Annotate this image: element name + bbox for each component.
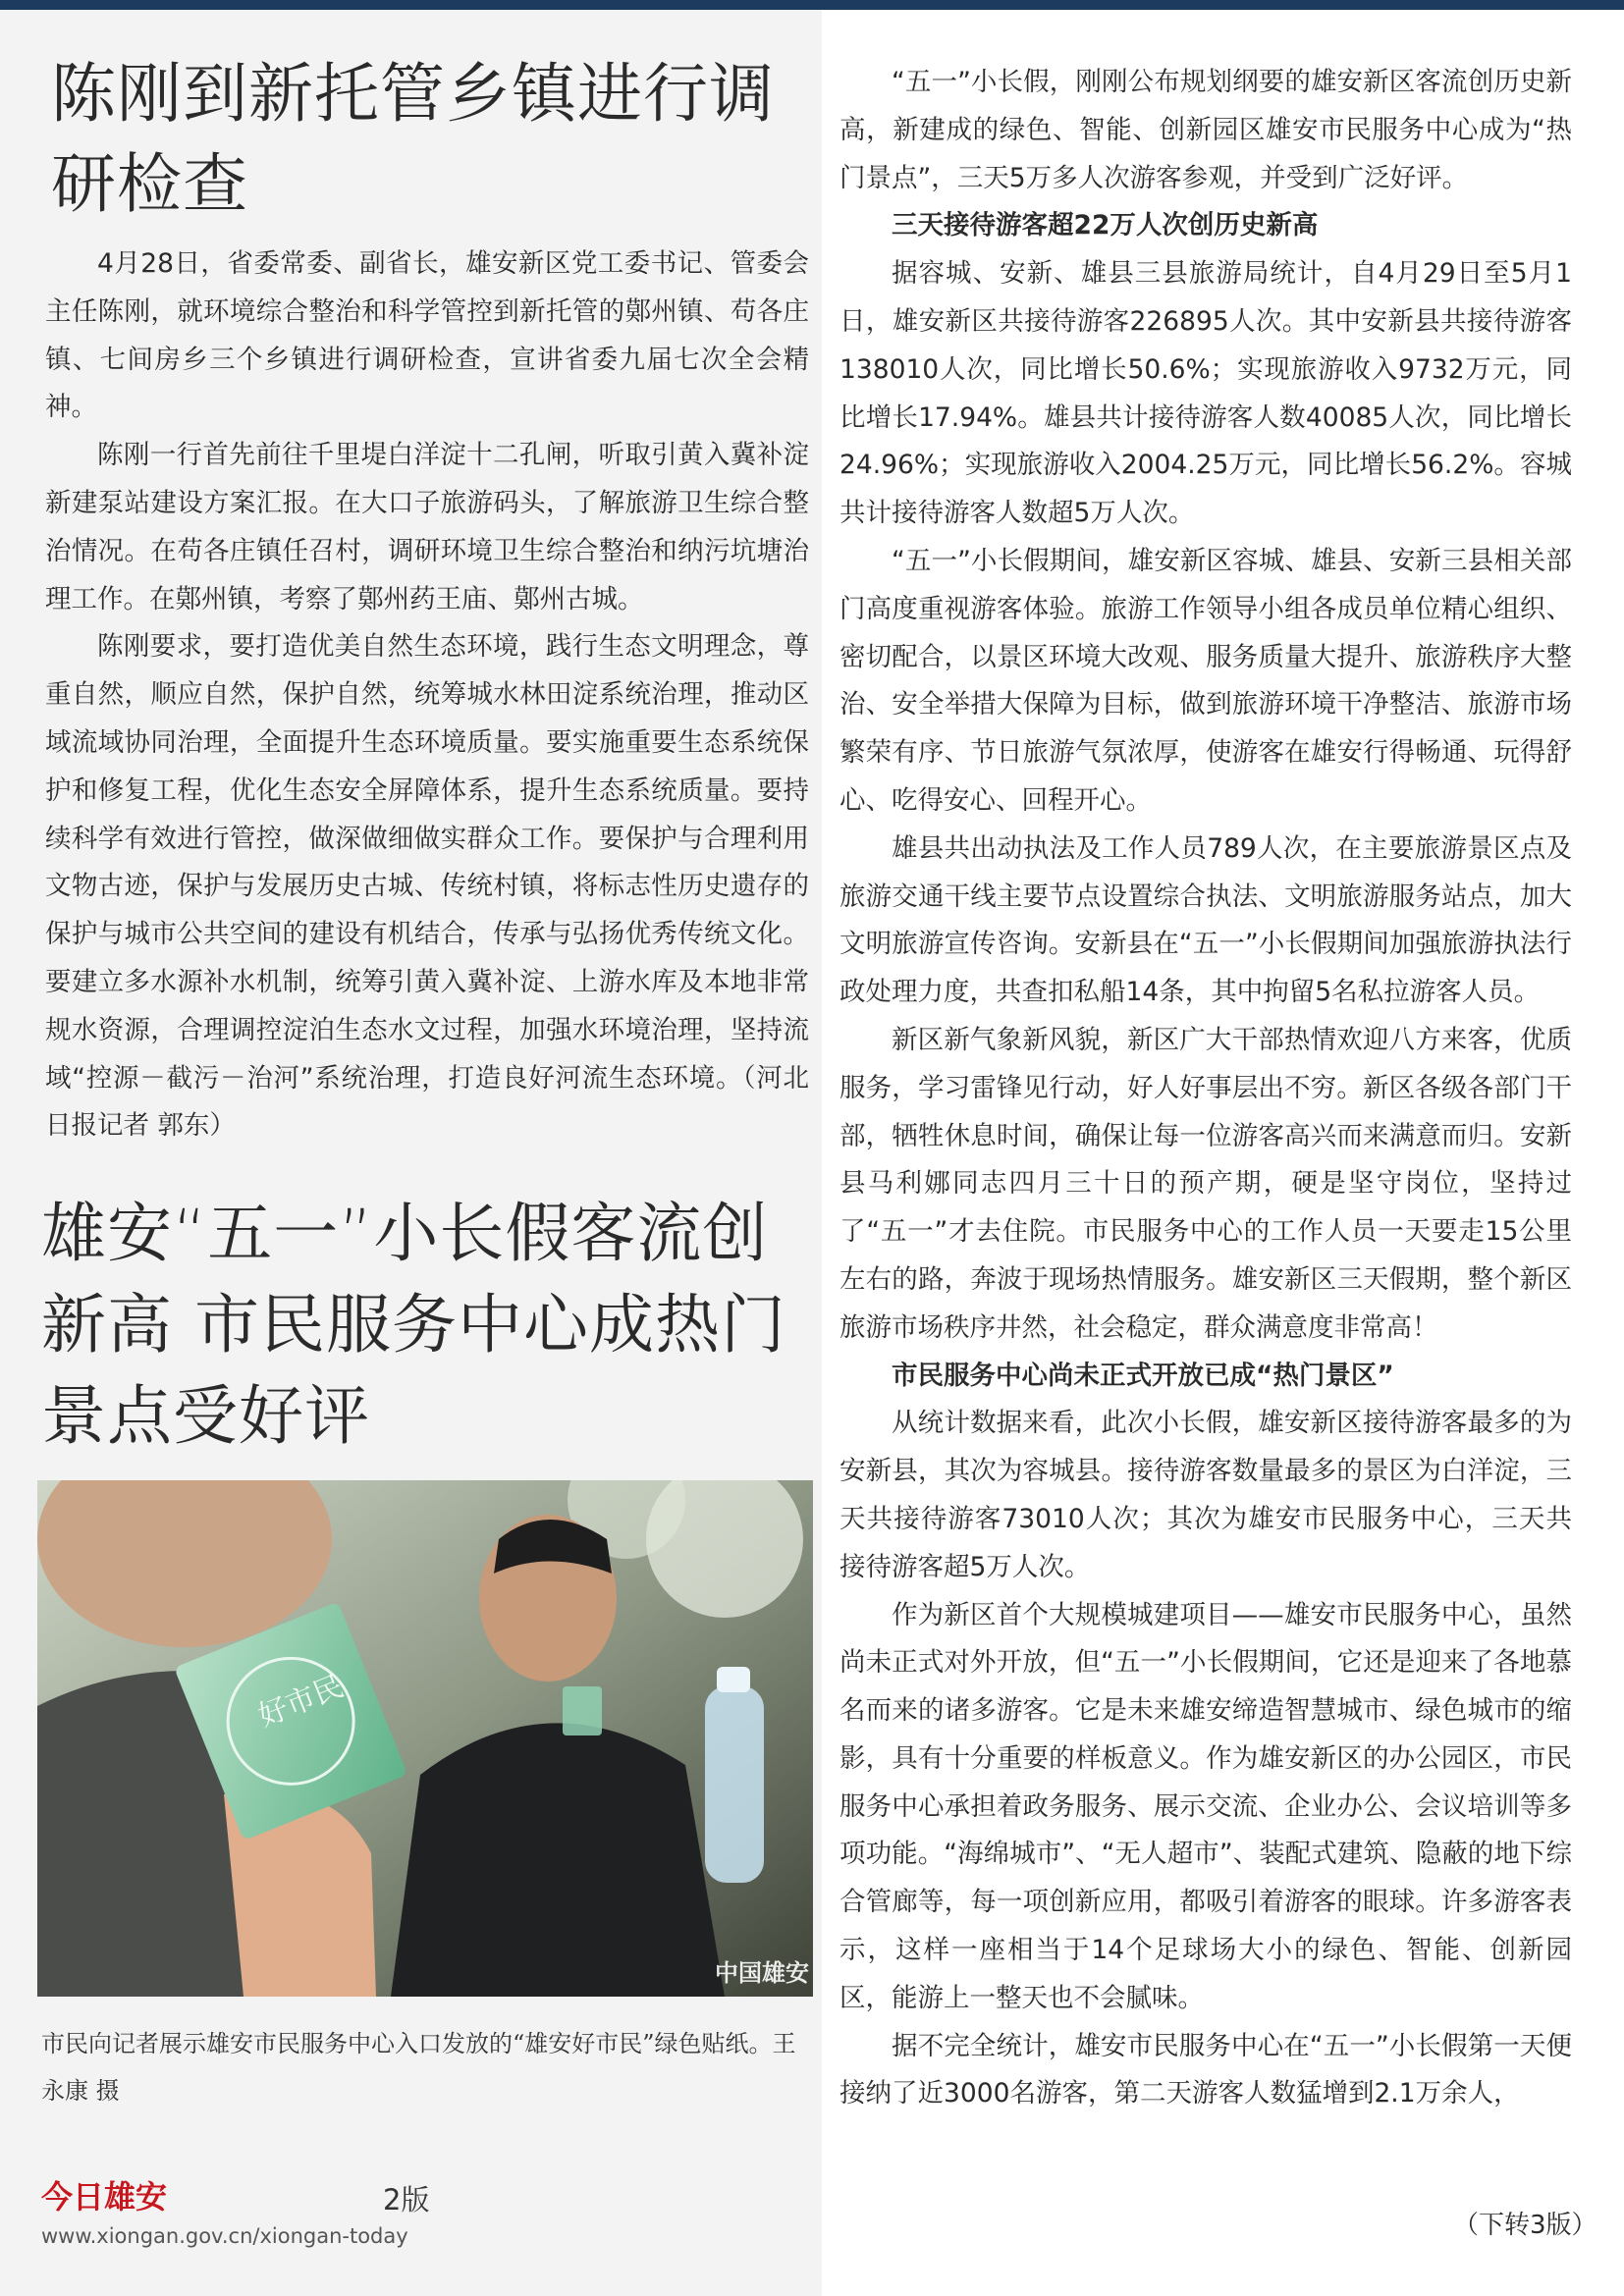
article1-paragraph: 4月28日，省委常委、副省长，雄安新区党工委书记、管委会主任陈刚，就环境综合整治和科学管控到新托管的鄚州镇、苟各庄镇、七间房乡三个乡镇进行调研检查，宣讲省委九届七次全会精神。: [45, 248, 809, 423]
news-photo: [37, 1480, 813, 1997]
footer-url[interactable]: www.xiongan.gov.cn/xiongan-today: [41, 2224, 408, 2248]
article1-paragraph: 陈刚要求，要打造优美自然生态环境，践行生态文明理念，尊重自然，顺应自然，保护自然，统筹城水林田淀系统治理，推动区域流域协同治理，全面提升生态环境质量。要实施重要生态系统保护和修复工程，优化生态安全屏障体系，提升生态系统质量。要持续科学有效进行管控，做深做细做实群众工作。要保护与合理利用文物古迹，保护与发展历史古城、传统村镇，将标志性历史遗存的保护与城市公共空间的建设有机结合，传承与弘扬优秀传统文化。要建立多水源补水机制，统筹引黄入冀补淀、上游水库及本地非常规水资源，合理调控淀泊生态水文过程，加强水环境治理，坚持流域“控源－截污－治河”系统治理，打造良好河流生态环境。（河北日报记者 郭东）: [45, 631, 809, 1142]
sticker-text: 好市民: [253, 1669, 349, 1735]
photo-watermark: 中国雄安: [715, 1958, 809, 1987]
top-bar: [0, 0, 1624, 10]
article2-subhead: 市民服务中心尚未正式开放已成“热门景区”: [892, 1360, 1394, 1391]
continued-notice: （下转3版）: [1453, 2211, 1597, 2240]
article1-title: 陈刚到新托管乡镇进行调研检查: [51, 56, 775, 222]
article2-paragraph: 从统计数据来看，此次小长假，雄安新区接待游客最多的为安新县，其次为容城县。接待游客数量最多的景区为白洋淀，三天共接待游客73010人次；其次为雄安市民服务中心，三天共接待游客超5万人次。: [839, 1408, 1572, 1582]
article2-paragraph: 雄县共出动执法及工作人员789人次，在主要旅游景区点及旅游交通干线主要节点设置综合执法、文明旅游服务站点，加大文明旅游宣传咨询。安新县在“五一”小长假期间加强旅游执法行政处理力度，共查扣私船14条，其中拘留5名私拉游客人员。: [839, 832, 1572, 1008]
article1-body: [45, 240, 809, 1150]
article2-paragraph: 作为新区首个大规模城建项目——雄安市民服务中心，虽然尚未正式对外开放，但“五一”小长假期间，它还是迎来了各地慕名而来的诸多游客。它是未来雄安缔造智慧城市、绿色城市的缩影，具有十分重要的样板意义。作为雄安新区的办公园区，市民服务中心承担着政务服务、展示交流、企业办公、会议培训等多项功能。“海绵城市”、“无人超市”、装配式建筑、隐蔽的地下综合管廊等，每一项创新应用，都吸引着游客的眼球。许多游客表示，这样一座相当于14个足球场大小的绿色、智能、创新园区，能游上一整天也不会腻味。: [839, 1599, 1572, 2013]
article2-paragraph: “五一”小长假期间，雄安新区容城、雄县、安新三县相关部门高度重视游客体验。旅游工作领导小组各成员单位精心组织、密切配合，以景区环境大改观、服务质量大提升、旅游秩序大整治、安全举措大保障为目标，做到旅游环境干净整洁、旅游市场繁荣有序、节日旅游气氛浓厚，使游客在雄安行得畅通、玩得舒心、吃得安心、回程开心。: [839, 545, 1572, 816]
publication-logo: 今日雄安: [41, 2178, 168, 2216]
article2-body: [839, 59, 1572, 2118]
article2-paragraph: 新区新气象新风貌，新区广大干部热情欢迎八方来客，优质服务，学习雷锋见行动，好人好事层出不穷。新区各级各部门干部，牺牲休息时间，确保让每一位游客高兴而来满意而归。安新县马利娜同志四月三十日的预产期，硬是坚守岗位，坚持过了“五一”才去住院。市民服务中心的工作人员一天要走15公里左右的路，奔波于现场热情服务。雄安新区三天假期，整个新区旅游市场秩序井然，社会稳定，群众满意度非常高！: [839, 1024, 1572, 1343]
article2-intro: “五一”小长假，刚刚公布规划纲要的雄安新区客流创历史新高，新建成的绿色、智能、创新园区雄安市民服务中心成为“热门景点”，三天5万多人次游客参观，并受到广泛好评。: [839, 67, 1572, 193]
article2-subhead: 三天接待游客超22万人次创历史新高: [892, 210, 1319, 241]
page-number: 2版: [383, 2183, 430, 2216]
article2-paragraph: 据不完全统计，雄安市民服务中心在“五一”小长假第一天便接纳了近3000名游客，第二天游客人数猛增到2.1万余人，: [839, 2030, 1572, 2109]
article2-paragraph: 据容城、安新、雄县三县旅游局统计，自4月29日至5月1日，雄安新区共接待游客226895人次。其中安新县共接待游客138010人次，同比增长50.6%；实现旅游收入9732万元，同比增长17.94%。雄县共计接待游客人数40085人次，同比增长24.96%；实现旅游收入2004.25万元，同比增长56.2%。容城共计接待游客人数超5万人次。: [839, 258, 1572, 529]
article2-title: 雄安“五一”小长假客流创新高 市民服务中心成热门景点受好评: [41, 1196, 786, 1454]
article1-paragraph: 陈刚一行首先前往千里堤白洋淀十二孔闸，听取引黄入冀补淀新建泵站建设方案汇报。在大口子旅游码头，了解旅游卫生综合整治情况。在苟各庄镇任召村，调研环境卫生综合整治和纳污坑塘治理工作。在鄚州镇，考察了鄚州药王庙、鄚州古城。: [45, 440, 809, 614]
photo-caption: 市民向记者展示雄安市民服务中心入口发放的“雄安好市民”绿色贴纸。王永康 摄: [41, 2030, 796, 2105]
